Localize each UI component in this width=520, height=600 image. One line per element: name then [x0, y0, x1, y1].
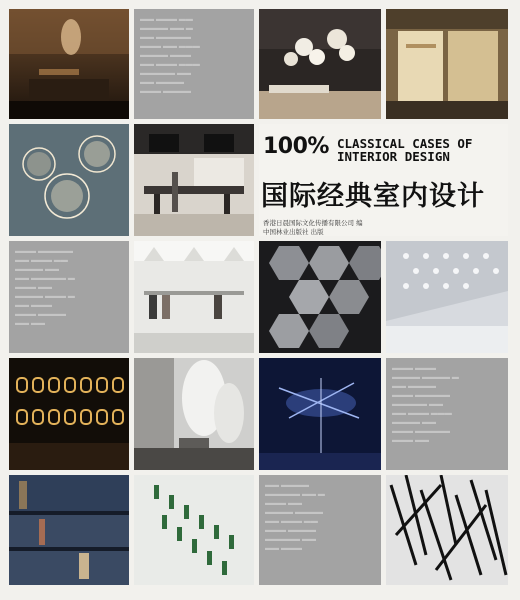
photo-blue-light-pattern — [259, 358, 381, 470]
gray-text-panel: ▬▬▬ ▬▬▬ ▬▬▬▬ ▬▬▬▬ ▬ ▬▬ ▬▬▬▬ ▬▬▬ ▬▬▬▬▬ ▬▬▬▬▬ ▬▬ ▬▬ ▬▬▬ ▬▬▬ ▬▬▬▬ ▬▬ ▬▬▬ ▬▬▬▬▬ ▬▬▬ ▬▬ — [386, 358, 508, 470]
photo-lit-panels — [9, 358, 129, 470]
english-title-line1: CLASSICAL CASES OF — [337, 136, 473, 151]
photo-curved-walls — [134, 358, 254, 470]
photo-restaurant-interior — [9, 9, 129, 119]
photo-fashion-store — [134, 241, 254, 353]
photo-green-bottles — [134, 475, 254, 585]
photo-pendant-lights — [259, 9, 381, 119]
photo-dining-hall — [134, 124, 254, 236]
gray-text-panel: ▬▬▬ ▬▬▬▬▬ ▬▬ ▬▬▬ ▬▬ ▬▬▬▬ ▬▬ ▬▬ ▬▬▬▬▬ ▬ ▬▬▬ ▬▬ ▬▬▬▬ ▬▬▬ ▬ ▬▬ ▬▬▬ ▬▬▬ ▬▬▬▬ ▬▬ ▬▬ — [9, 241, 129, 353]
english-title-line2: INTERIOR DESIGN — [337, 149, 450, 164]
publisher-line: 中国林业出版社 出版 — [263, 228, 324, 236]
gray-text-panel: ▬▬ ▬▬▬ ▬▬ ▬▬▬▬ ▬▬ ▬ ▬▬ ▬▬▬▬▬ ▬▬▬ ▬▬ ▬▬▬ ▬▬▬▬ ▬▬▬ ▬▬ ▬▬▬ ▬▬▬ ▬▬▬▬▬ ▬▬ ▬▬ ▬▬▬▬ ▬▬▬ ▬▬▬▬ — [134, 9, 254, 119]
photo-black-white-strands — [386, 475, 508, 585]
photo-store-facade — [386, 9, 508, 119]
photo-book-wall — [9, 475, 129, 585]
title-block — [259, 124, 508, 236]
editor-line: 香港日晨国际文化传播有限公司 编 — [263, 219, 363, 227]
gray-text-panel: ▬▬ ▬▬▬▬ ▬▬▬▬▬ ▬▬ ▬ ▬▬▬ ▬▬ ▬▬▬▬ ▬▬▬▬ ▬▬ ▬▬▬ ▬▬ ▬▬▬ ▬▬▬▬ ▬▬▬▬▬ ▬▬ ▬▬ ▬▬▬ — [259, 475, 381, 585]
chinese-title: 国际经典室内设计 — [261, 181, 485, 212]
photo-wire-spheres — [9, 124, 129, 236]
photo-perforated-ceiling — [386, 241, 508, 353]
photo-hexagon-shelves — [259, 241, 381, 353]
title-number: 100% — [263, 134, 329, 159]
